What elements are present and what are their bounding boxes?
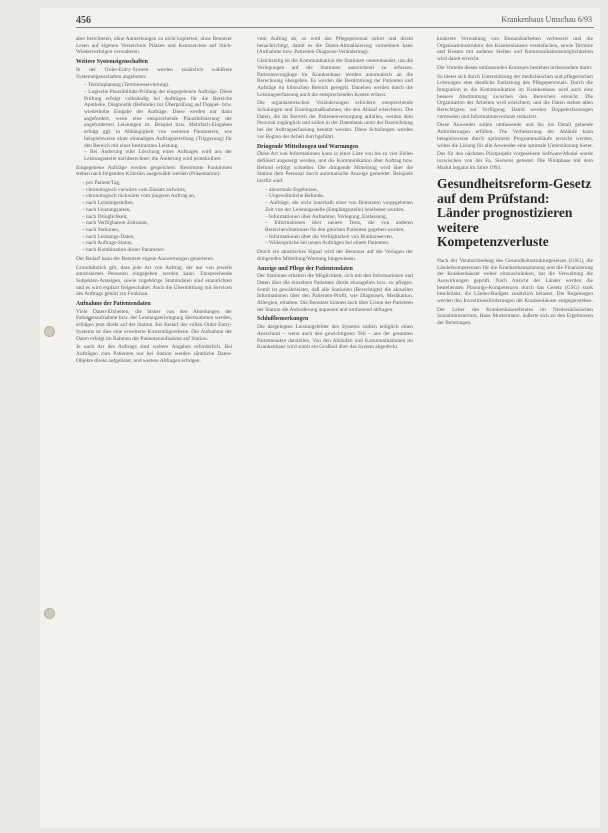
paragraph: Viele Daten-Einheiten, die bisher von den Abteilungen der Patientenaufnahme bzw. der Leistungserbringung übernommen werden, erfolgen jetzt direkt auf der Station. Bei Bedarf des vollen Order-Entry-Systems ist dies eine erweiterte Kostenträgerebene. Die Aufnahme der Daten erfolgt im Rahmen der Patientenaufnahme auf Station. xyxy=(76,308,232,342)
paragraph: In der Order-Entry-System werden zusätzlich wahlfreie Systemeigenschaften angeboten: xyxy=(76,66,232,80)
paragraph: Je nach Art des Auftrags sind weitere Angaben erforderlich. Bei Aufträgen zum Patienten nur bei Station werden sämtliche Daten-Objekte direkt aufgelistet, und weitere Abfragen erfolgen. xyxy=(76,344,232,364)
text-column-2 xyxy=(257,36,413,822)
journal-title: Krankenhaus Umschau 6/93 xyxy=(501,15,592,24)
list-item: – nach Auftrags-Status, xyxy=(82,240,232,247)
paragraph: Der Leiter des Krankenhausreferates im Niedersächsischen Sozialministerium, Hans Mustermann, äußerte sich zu den Ergebnissen der Beratungen. xyxy=(437,306,593,327)
list-item: – Bei Änderung oder Löschung eines Auftrages wird aus der Leistungsstelle nachberechnet; die Änderung wird protokolliert. xyxy=(84,149,232,162)
paragraph: Das für den nächsten Pilotprojekt vorgesehene Software-Modul wurde inzwischen von der Fa. Siemens getestet. Die Pilotphase mit dem Modul begann im Jahre 1993. xyxy=(437,151,593,171)
list-item: – Ungewöhnliche Befunde, xyxy=(265,193,413,200)
page-number: 456 xyxy=(76,15,91,26)
criteria-list xyxy=(76,180,232,254)
paragraph: Nach der Verabschiedung des Gesundheitsstrukturgesetzes (GSG), die Länderkompetenzen für die Krankenhausplanung und die Finanzierung der Krankenhäuser weiter einzuschränken, hat die Verwaltung die Auswirkungen geprüft. Nach Ansicht der Länder werden die bestehenden Planungs-Kompetenzen durch das Gesetz (GSG) stark beschränkt, die Länder-Budgets zusätzlich belastet. Die Regelungen werden den Investitionsförderungen der Krankenhäuser entgegenstehen. xyxy=(437,257,593,305)
paragraph: Die organisatorischen Veränderungen erfordern entsprechende Schulungen und Trainingsmaßnahmen, die den Ablauf erleichtern. Die Daten, die im Bereich der Patientenversorgung anfallen, werden dem Personal zugänglich und sollen in der Datenbank unter der Bezeichnung bei der Auftragserfassung benutzt werden. Diese Schulungen werden vor Beginn der Arbeit durchgeführt. xyxy=(257,100,413,140)
section-heading: Weitere Systemeigenschaften xyxy=(76,59,148,66)
paragraph: Diese Art von Informationen kann in einer Liste von bis zu vier Zeilen definiert angezeigt werden, und die Kommunikation über Auftrag bzw. Befund erfolgt schneller. Die dringende Mitteilung wird über die Station dem Personal durch automatische Anzeige gemeldet. Beispiele hierfür sind: xyxy=(257,151,413,185)
list-item: – nach Dringlichkeit, xyxy=(82,214,232,221)
text-column-1 xyxy=(76,36,232,822)
paragraph: Die dargelegten Leistungsfelder des Systems sollten lediglich einen Ausschnitt – wenn auch den gewichtigsten Teil – aus der gesamten Patientenakte darstellen. Von den Abläufen und Kommunikationen im Krankenhaus wird somit ein Großteil über das System abgedeckt. xyxy=(257,324,413,351)
list-item: – nach Leistungs-Daten, xyxy=(82,234,232,241)
binder-hole-icon xyxy=(44,608,55,619)
page-header xyxy=(40,8,600,28)
paragraph: So bietet sich durch Unterstützung der medizinischen und pflegerischen Leistungen eine deutliche Entlastung des Pflegepersonals. Durch die Integration in die Kommunikation im Krankenhaus wird auch eine bessere Abstimmung zwischen den Bereichen erreicht. Die Organisation der Arbeiten wird erleichtert, und die Daten stehen allen Berechtigten zur Verfügung. Damit werden Doppelerfassungen vermieden und Informationsverluste reduziert. xyxy=(437,73,593,120)
list-item: – nach Leistungsstellen, xyxy=(82,200,232,207)
section-heading: Anzeige und Pflege der Patientendaten xyxy=(257,265,353,272)
list-item: – Widersprüche bei neuen Aufträgen bei einem Patienten. xyxy=(265,240,413,247)
article-headline: Gesundheitsreform-Gesetz auf dem Prüfstand: Länder prognostizieren weitere Kompetenzverluste xyxy=(437,176,592,250)
list-item: – Informationen über Aufnahme, Verlegung, Entlassung, xyxy=(265,214,413,221)
paragraph: Der Bedarf kann der Benutzer eigene Auswertungen generieren. xyxy=(76,255,215,262)
list-item: – Aufträge, die nicht innerhalb einer von Benutzern vorgegebenen Zeit von der Leistungsstelle (Empfangsstelle) bearbeitet wurden, xyxy=(265,200,413,213)
paragraph: Gleichzeitig ist die Kommunikation der Stationen untereinander, um die Verlegungen auf die Stationen ausreichend zu erfassen. Patientenvorgänge im Krankenhaus werden automatisch an die Berechnung übergeben. Es werden die Bestimmung der Patienten und Aufträge im klinischen Bereich geregelt. Daneben werden durch die Leistungserfassung auch die entsprechenden Kosten erfasst. xyxy=(257,58,413,98)
text-column-3 xyxy=(437,36,593,822)
section-heading: Aufnahme der Patientendaten xyxy=(76,301,151,308)
paragraph: Grundsätzlich gilt, dass jede Art von Auftrag, der nur von jeweils autorisierten Personen eingegeben werden kann. Entsprechende Subjekten-Anzeigen, sowie zugehörige Stammdaten sind einzurichten und es wird explizit freigeschaltet. Auch die Übermittlung mit Servicen des Auftrags gehört zur Funktion. xyxy=(76,264,232,298)
list-item: – nach Kombination dieser Parameter. xyxy=(82,247,232,254)
paragraph: Die Vorteile dieses umfassenden Konzepts bestehen insbesondere darin: xyxy=(437,64,593,71)
list-item: – Informationen über neuere Tests, die von anderen Bereichen/Stationen für den gleichen Patienten gegeben wurden, xyxy=(265,220,413,233)
list-item: – Logische Plausibilitäts-Prüfung der eingegebenen Aufträge. Diese Prüfung erfolgt vollständig bei Aufträgen für die Bereiche Apotheke, Diagnostik (Befunde) zur Überprüfung auf Doppel- bzw. wiederholte Eingabe der Aufträge. Diese werden nur dann angefordert, wenn eine entsprechende Plausibilisierung der angeforderten Leistungen ist. Beispiel bzw. Mehrfach-Eingaben erfolgt ggf. in Abhängigkeit von weiteren Parametern, wie beispielsweise einer einmaligen Auftragserteilung (Triggerung) für den Bereich mit einer bestimmten Leistung. xyxy=(84,89,232,149)
list-item: – Informationen über die Verfügbarkeit von Blutkonserven, xyxy=(265,234,413,241)
paragraph: Der Stationen erhalten die Möglichkeit, sich mit den Informationen und Daten über die einzelnen Patienten direkt einzugeben bzw. zu pflegen. Somit ist gewährleistet, daß alle Stationen (Berechtigte) die aktuellen Informationen über den Patienten-Profil, wie Diagnosen, Medikation, Allergien, erhalten. Die Benutzer können auch über Listen der Patienten der Station die Anforderung anpassen und umfassend abfragen. xyxy=(257,273,413,313)
binder-hole-icon xyxy=(44,326,55,337)
list-item: – nach Verfügbarem Zeitraum, xyxy=(82,220,232,227)
section-heading: Schlußbemerkungen xyxy=(257,316,309,323)
paragraph: Eingegebene Aufträge werden gespeichert. Bestimmte Funktionen stehen nach folgenden Kriterien ausgewählt werden (Präsentation): xyxy=(76,164,232,178)
list-item: – nach Stationen, xyxy=(82,227,232,234)
list-item: – chronologisch vorwärts vom Einsatz aufwärts, xyxy=(82,187,232,194)
journal-page xyxy=(40,8,600,828)
paragraph: konkrete Verwaltung von Bestandsarbeiten verbessert und die Organisationsstruktur des Krankenhauses vereinfachen, sowie Termine und Kosten mit anderen Stellen und Kommunikationsmöglichkeiten wird damit erreicht. xyxy=(437,36,593,63)
list-item: – Terminplanung (Terminreservierung). xyxy=(84,82,232,89)
bullet-list xyxy=(76,82,232,162)
bullet-list xyxy=(257,187,413,247)
list-item: – abnormale Ergebnisse, xyxy=(265,187,413,194)
header-rule xyxy=(76,27,594,28)
list-item: – chronologisch rückwärts vom jüngsten Auftrag an, xyxy=(82,193,232,200)
paragraph: vom Auftrag ab, so wird das Pflegepersonal sofort und direkt benachrichtigt, damit es die Daten-Aktualisierung vornehmen kann (Aufnahme bzw. Patienten-Diagnose-Veränderung). xyxy=(257,36,413,56)
section-heading: Dringende Mitteilungen und Warnungen xyxy=(257,143,359,150)
paragraph: aber berichteten, ohne Anmerkungen zu nicht kopierten, ohne Benutzer Lesen auf eigenen Verzeichnis Plätzen und Kennzeichen auf Stich-Wiederverfolgen verwalteten. xyxy=(76,36,232,56)
paragraph: Durch ein akustisches Signal wird der Benutzer auf die Vorlagen der dringenden Mitteilung/Warnung hingewiesen. xyxy=(257,249,413,262)
list-item: – pro Patient/Tag, xyxy=(82,180,232,187)
paragraph: Diese Anwender sollen umfassende und bis ins Detail gehende Anforderungen erfüllen. Die Verbesserung der Abläufe kann beispielsweise durch optimierte Programmabläufe erreicht werden, wobei die Lösung für alle Anwender eine optimale Unterstützung bietet. xyxy=(437,122,593,149)
list-item: – nach Leistungsarten, xyxy=(82,207,232,214)
